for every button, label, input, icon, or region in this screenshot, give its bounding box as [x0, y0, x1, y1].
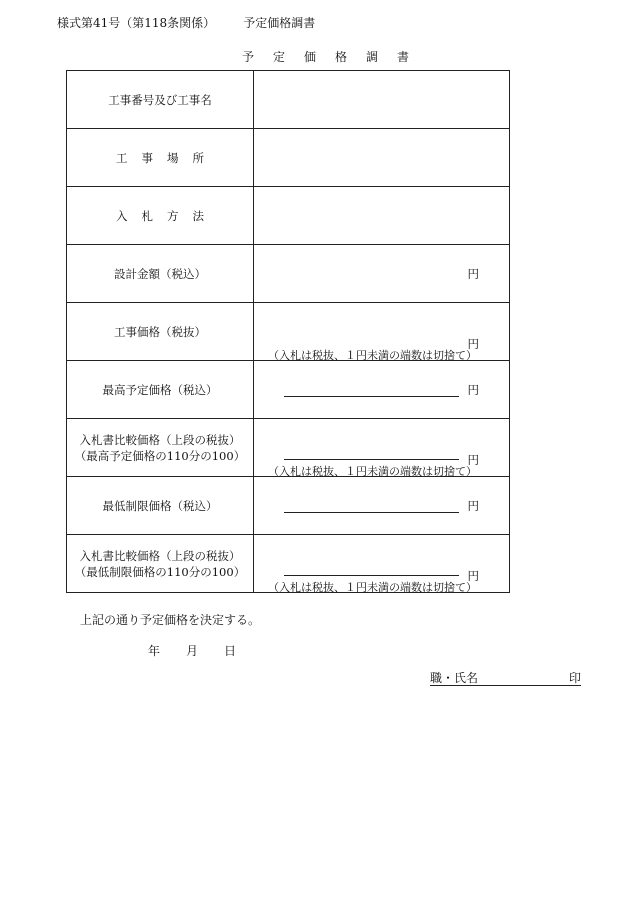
- construction-price-field[interactable]: [254, 303, 510, 361]
- year-label: 年: [148, 644, 161, 658]
- decision-statement: 上記の通り予定価格を決定する。: [80, 613, 261, 627]
- rounding-note: （入札は税抜、１円未満の端数は切捨て）: [268, 349, 477, 362]
- month-label: 月: [186, 644, 199, 658]
- seal-label: 印: [568, 671, 581, 685]
- min-limit-price-field[interactable]: [254, 477, 510, 535]
- row-label: 設計金額（税込）: [67, 245, 254, 303]
- yen-unit: 円: [467, 337, 479, 351]
- table-row: [67, 361, 510, 419]
- amount-underline: [284, 459, 459, 460]
- table-row: [67, 129, 510, 187]
- form-name: 予定価格調書: [243, 16, 316, 30]
- table-row: [67, 535, 510, 593]
- rounding-note: （入札は税抜、１円未満の端数は切捨て）: [268, 581, 477, 594]
- row-label: 入札書比較価格（上段の税抜） （最低制限価格の110分の100）: [67, 535, 254, 593]
- max-estimated-price-field[interactable]: [254, 361, 510, 419]
- bid-comparison-price-min-field[interactable]: [254, 535, 510, 593]
- yen-unit: 円: [467, 498, 479, 513]
- amount-underline: [284, 512, 459, 513]
- row-label: 最低制限価格（税込）: [67, 477, 254, 535]
- row-label: 最高予定価格（税込）: [67, 361, 254, 419]
- date-line[interactable]: [148, 642, 236, 659]
- table-row: [67, 245, 510, 303]
- yen-unit: 円: [467, 382, 479, 397]
- row-label: 工事場所: [67, 129, 254, 187]
- budget-price-table: [66, 70, 510, 593]
- signature-label: 職・氏名: [430, 671, 479, 685]
- construction-site-field[interactable]: [254, 129, 510, 187]
- row-label: 工事番号及び工事名: [67, 71, 254, 129]
- table-row: [67, 419, 510, 477]
- form-number-header: [57, 14, 315, 31]
- table-row: [67, 187, 510, 245]
- yen-unit: 円: [467, 266, 479, 281]
- table-row: [67, 303, 510, 361]
- amount-underline: [284, 396, 459, 397]
- row-label: 入札書比較価格（上段の税抜） （最高予定価格の110分の100）: [67, 419, 254, 477]
- row-label: 工事価格（税抜）: [67, 303, 254, 361]
- document-title: 予定価格調書: [242, 50, 429, 64]
- yen-unit: 円: [467, 453, 479, 467]
- form-number: 様式第41号（第118条関係）: [57, 16, 216, 30]
- yen-unit: 円: [467, 569, 479, 583]
- construction-name-field[interactable]: [254, 71, 510, 129]
- amount-underline: [284, 575, 459, 576]
- design-amount-field[interactable]: [254, 245, 510, 303]
- bidding-method-field[interactable]: [254, 187, 510, 245]
- signature-line[interactable]: [430, 671, 581, 686]
- table-row: [67, 477, 510, 535]
- table-row: [67, 71, 510, 129]
- bid-comparison-price-max-field[interactable]: [254, 419, 510, 477]
- rounding-note: （入札は税抜、１円未満の端数は切捨て）: [268, 465, 477, 478]
- day-label: 日: [224, 644, 237, 658]
- row-label: 入札方法: [67, 187, 254, 245]
